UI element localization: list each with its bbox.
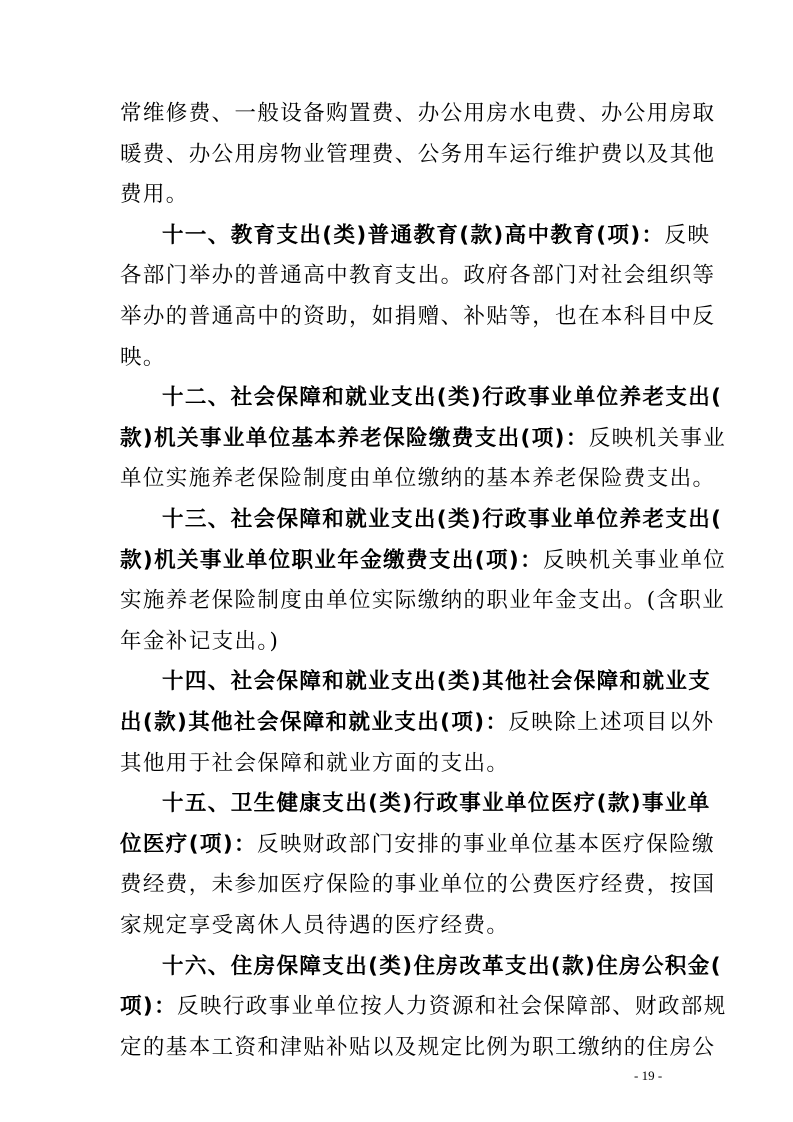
body-text: 实施养老保险制度由单位实际缴纳的职业年金支出。(含职业	[120, 588, 726, 614]
text-line	[162, 378, 722, 418]
text-line	[162, 947, 722, 987]
text-line	[120, 987, 727, 1027]
section-heading: 十六、住房保障支出(类)住房改革支出(款)住房公积金(	[162, 953, 722, 979]
text-line	[120, 703, 715, 743]
text-line	[162, 500, 722, 540]
text-line	[120, 94, 715, 134]
body-text: 各部门举办的普通高中教育支出。政府各部门对社会组织等	[120, 263, 716, 289]
text-line	[120, 744, 509, 784]
section-heading: 十二、社会保障和就业支出(类)行政事业单位养老支出(	[162, 385, 723, 411]
body-text: 暖费、办公用房物业管理费、公务用车运行维护费以及其他	[120, 141, 716, 167]
text-line	[120, 622, 279, 662]
text-line	[120, 256, 715, 296]
text-line	[120, 906, 509, 946]
section-heading: 十一、教育支出(类)普通教育(款)高中教育(项)：	[162, 222, 665, 248]
text-line	[120, 459, 715, 499]
body-text: 反映	[664, 222, 711, 248]
text-line	[162, 662, 711, 702]
text-line	[120, 825, 715, 865]
text-line	[120, 135, 715, 175]
text-line	[120, 1028, 715, 1068]
body-text: 反映除上述项目以外	[508, 710, 715, 735]
body-text: 家规定享受离休人员待遇的医疗经费。	[120, 913, 510, 938]
body-text: 反映财政部门安排的事业单位基本医疗保险缴	[256, 831, 715, 857]
section-heading: 款)机关事业单位基本养老保险缴费支出(项)：	[120, 425, 589, 451]
body-text: 常维修费、一般设备购置费、办公用房水电费、办公用房取	[120, 101, 716, 126]
body-text: 反映机关事业单位	[542, 547, 727, 573]
text-line	[120, 541, 726, 581]
section-heading: 位医疗(项)：	[120, 831, 257, 857]
section-heading: 出(款)其他社会保障和就业支出(项)：	[120, 710, 509, 735]
text-line	[162, 216, 710, 256]
text-line	[120, 581, 725, 621]
body-text: 年金补记支出。)	[120, 628, 280, 654]
section-heading: 十四、社会保障和就业支出(类)其他社会保障和就业支	[162, 669, 712, 695]
text-line	[120, 175, 189, 215]
text-line	[120, 297, 715, 337]
body-text: 其他用于社会保障和就业方面的支出。	[120, 750, 510, 776]
body-text: 反映机关事业	[588, 425, 727, 451]
body-text: 费经费，未参加医疗保险的事业单位的公费医疗经费，按国	[120, 872, 716, 898]
page-number: - 19 -	[634, 1068, 663, 1083]
body-text: 举办的普通高中的资助，如捐赠、补贴等，也在本科目中反	[120, 304, 716, 329]
text-line	[120, 419, 726, 459]
section-heading: 项)：	[120, 994, 178, 1020]
text-line	[120, 338, 166, 378]
body-text: 反映行政事业单位按人力资源和社会保障部、财政部规	[177, 994, 727, 1020]
body-text: 单位实施养老保险制度由单位缴纳的基本养老保险费支出。	[120, 466, 716, 492]
section-heading: 十五、卫生健康支出(类)行政事业单位医疗(款)事业单	[162, 791, 711, 817]
body-text: 费用。	[120, 182, 189, 208]
text-line	[162, 784, 711, 824]
body-text: 映。	[120, 344, 166, 370]
text-line	[120, 865, 715, 905]
section-heading: 十三、社会保障和就业支出(类)行政事业单位养老支出(	[162, 507, 723, 532]
section-heading: 款)机关事业单位职业年金缴费支出(项)：	[120, 547, 543, 573]
body-text: 定的基本工资和津贴补贴以及规定比例为职工缴纳的住房公	[120, 1034, 716, 1060]
